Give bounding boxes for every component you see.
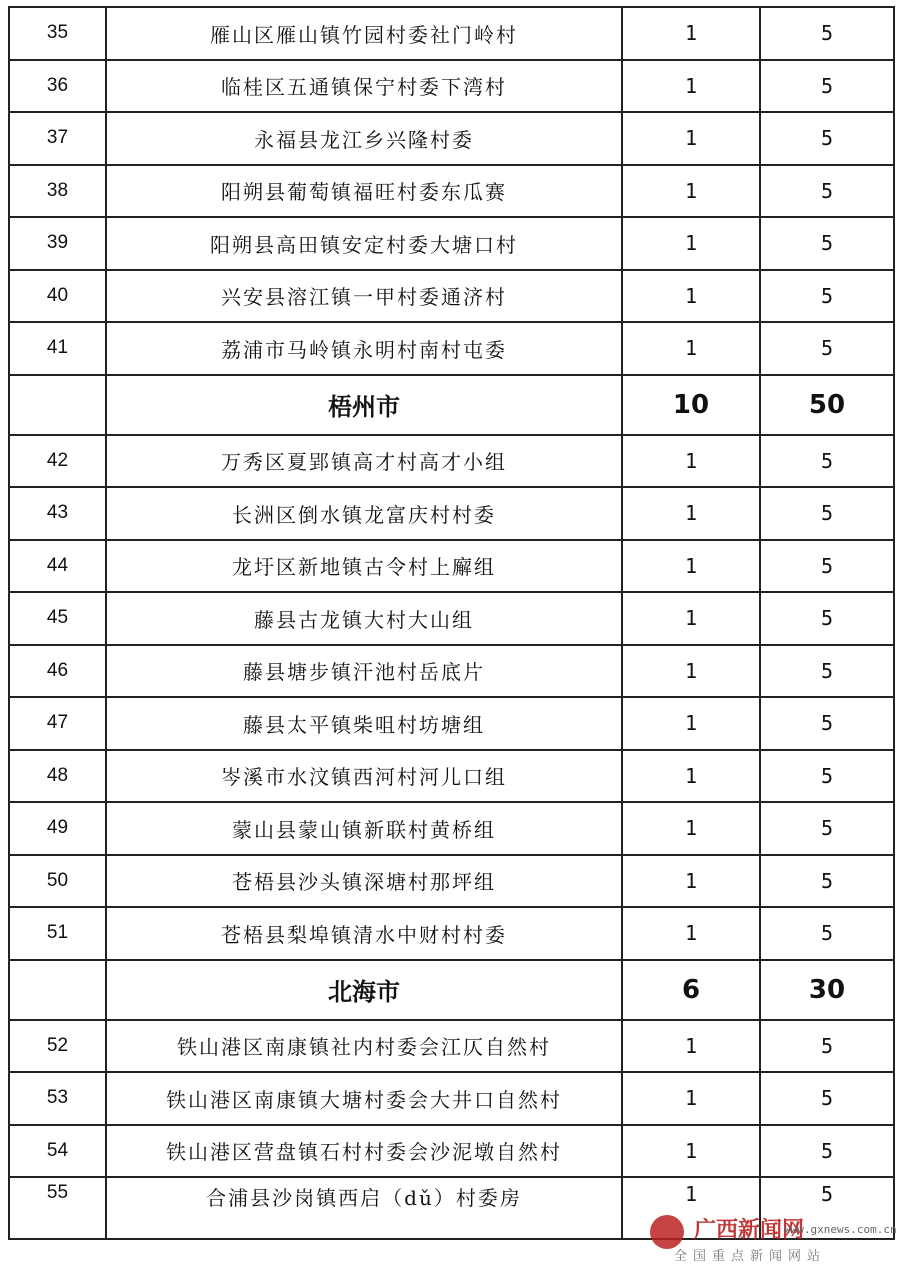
count-a: 1 <box>622 322 760 375</box>
village-name: 阳朔县葡萄镇福旺村委东瓜赛 <box>106 165 622 218</box>
table-row <box>9 60 894 113</box>
watermark-tagline: 全国重点新闻网站 <box>674 1249 827 1264</box>
row-number: 53 <box>9 1072 106 1125</box>
count-b: 5 <box>760 907 894 960</box>
village-name: 雁山区雁山镇竹园村委社门岭村 <box>106 7 622 60</box>
table-row <box>9 1020 894 1073</box>
count-b: 5 <box>760 1177 894 1239</box>
row-number: 41 <box>9 322 106 375</box>
count-a: 1 <box>622 697 760 750</box>
count-b: 5 <box>760 750 894 803</box>
section-count-b: 50 <box>760 375 894 435</box>
table-row <box>9 750 894 803</box>
section-count-a: 6 <box>622 960 760 1020</box>
count-b: 5 <box>760 112 894 165</box>
table-row <box>9 802 894 855</box>
count-a: 1 <box>622 1125 760 1178</box>
count-b: 5 <box>760 60 894 113</box>
count-a: 1 <box>622 7 760 60</box>
row-number: 50 <box>9 855 106 908</box>
village-name: 岑溪市水汶镇西河村河儿口组 <box>106 750 622 803</box>
table-row <box>9 322 894 375</box>
village-name: 合浦县沙岗镇西启（dǔ）村委房 <box>106 1177 622 1239</box>
count-a: 1 <box>622 1072 760 1125</box>
count-b: 5 <box>760 217 894 270</box>
count-a: 1 <box>622 907 760 960</box>
row-number: 45 <box>9 592 106 645</box>
count-a: 1 <box>622 540 760 593</box>
row-number: 39 <box>9 217 106 270</box>
table-row <box>9 645 894 698</box>
table-row <box>9 435 894 488</box>
village-name: 苍梧县梨埠镇清水中财村村委 <box>106 907 622 960</box>
count-a: 1 <box>622 165 760 218</box>
count-b: 5 <box>760 322 894 375</box>
count-a: 1 <box>622 217 760 270</box>
village-name: 铁山港区南康镇社内村委会江仄自然村 <box>106 1020 622 1073</box>
row-number: 52 <box>9 1020 106 1073</box>
village-name: 龙圩区新地镇古令村上廨组 <box>106 540 622 593</box>
section-title: 梧州市 <box>106 375 622 435</box>
table-row <box>9 270 894 323</box>
table-row <box>9 165 894 218</box>
table-row <box>9 1072 894 1125</box>
row-number: 37 <box>9 112 106 165</box>
count-b: 5 <box>760 435 894 488</box>
village-name: 蒙山县蒙山镇新联村黄桥组 <box>106 802 622 855</box>
count-b: 5 <box>760 697 894 750</box>
watermark <box>634 1209 897 1269</box>
table-row <box>9 112 894 165</box>
table-row <box>9 592 894 645</box>
count-a: 1 <box>622 802 760 855</box>
count-b: 5 <box>760 1072 894 1125</box>
row-number: 35 <box>9 7 106 60</box>
row-number: 47 <box>9 697 106 750</box>
count-a: 1 <box>622 1177 760 1239</box>
village-name: 万秀区夏郢镇高才村高才小组 <box>106 435 622 488</box>
village-name: 永福县龙江乡兴隆村委 <box>106 112 622 165</box>
table-row <box>9 7 894 60</box>
row-number: 51 <box>9 907 106 960</box>
section-row <box>9 960 894 1020</box>
site-logo-icon <box>650 1215 684 1249</box>
village-name: 藤县塘步镇汗池村岳底片 <box>106 645 622 698</box>
row-number: 43 <box>9 487 106 540</box>
count-a: 1 <box>622 60 760 113</box>
count-a: 1 <box>622 1020 760 1073</box>
count-a: 1 <box>622 750 760 803</box>
count-a: 1 <box>622 112 760 165</box>
count-b: 5 <box>760 855 894 908</box>
village-name: 荔浦市马岭镇永明村南村屯委 <box>106 322 622 375</box>
table-row <box>9 540 894 593</box>
section-index-cell <box>9 375 106 435</box>
watermark-site-name: 广西新闻网 <box>694 1218 805 1243</box>
count-b: 5 <box>760 802 894 855</box>
row-number: 44 <box>9 540 106 593</box>
section-index-cell <box>9 960 106 1020</box>
watermark-url: www.gxnews.com.cn <box>784 1223 897 1236</box>
count-b: 5 <box>760 270 894 323</box>
count-a: 1 <box>622 270 760 323</box>
data-table <box>8 6 895 1240</box>
table-row <box>9 855 894 908</box>
section-count-a: 10 <box>622 375 760 435</box>
table-row <box>9 907 894 960</box>
count-a: 1 <box>622 487 760 540</box>
count-b: 5 <box>760 7 894 60</box>
table-row <box>9 217 894 270</box>
table-row <box>9 487 894 540</box>
count-b: 5 <box>760 645 894 698</box>
village-name: 铁山港区南康镇大塘村委会大井口自然村 <box>106 1072 622 1125</box>
village-name: 兴安县溶江镇一甲村委通济村 <box>106 270 622 323</box>
village-name: 藤县古龙镇大村大山组 <box>106 592 622 645</box>
row-number: 36 <box>9 60 106 113</box>
table-row <box>9 1125 894 1178</box>
row-number: 49 <box>9 802 106 855</box>
village-name: 长洲区倒水镇龙富庆村村委 <box>106 487 622 540</box>
section-title: 北海市 <box>106 960 622 1020</box>
village-name: 苍梧县沙头镇深塘村那坪组 <box>106 855 622 908</box>
table-row <box>9 697 894 750</box>
count-a: 1 <box>622 855 760 908</box>
section-row <box>9 375 894 435</box>
count-b: 5 <box>760 592 894 645</box>
village-name: 藤县太平镇柴咀村坊塘组 <box>106 697 622 750</box>
row-number: 54 <box>9 1125 106 1178</box>
section-count-b: 30 <box>760 960 894 1020</box>
count-b: 5 <box>760 1020 894 1073</box>
count-a: 1 <box>622 645 760 698</box>
row-number: 55 <box>9 1177 106 1239</box>
count-b: 5 <box>760 1125 894 1178</box>
count-a: 1 <box>622 592 760 645</box>
village-name: 阳朔县高田镇安定村委大塘口村 <box>106 217 622 270</box>
count-a: 1 <box>622 435 760 488</box>
row-number: 38 <box>9 165 106 218</box>
row-number: 40 <box>9 270 106 323</box>
row-number: 42 <box>9 435 106 488</box>
count-b: 5 <box>760 540 894 593</box>
village-name: 铁山港区营盘镇石村村委会沙泥墩自然村 <box>106 1125 622 1178</box>
row-number: 46 <box>9 645 106 698</box>
village-name: 临桂区五通镇保宁村委下湾村 <box>106 60 622 113</box>
row-number: 48 <box>9 750 106 803</box>
count-b: 5 <box>760 487 894 540</box>
count-b: 5 <box>760 165 894 218</box>
